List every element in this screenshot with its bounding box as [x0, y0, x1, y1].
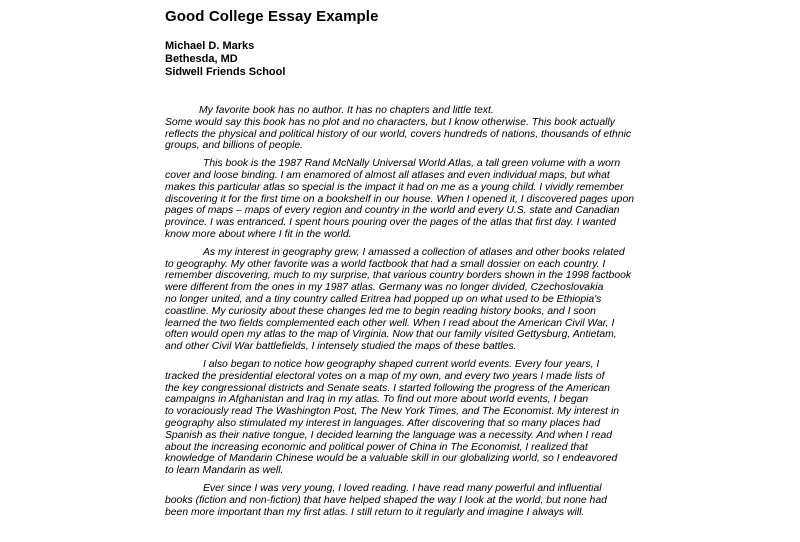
text-line: discovering it for the first time on a bookshelf in our house. When I opened it, I discovered pages upon: [165, 193, 635, 205]
text-line: been more important than my first atlas. I still return to it regularly and imagine I always will.: [165, 506, 585, 518]
text-line: reflects the physical and political history of our world, covers hundreds of nations, thousands of ethnic: [165, 128, 632, 140]
text-line: were different from the ones in my 1987 atlas. Germany was no longer divided, Czechoslovakia: [165, 282, 604, 294]
text-line: tracked the presidential electoral votes on a map of my own, and every two years I made lists of: [165, 370, 605, 382]
text-line: My favorite book has no author. It has no chapters and little text.: [199, 105, 494, 116]
text-line: about the increasing economic and political power of China in The Economist, I realized that: [165, 441, 588, 453]
text-line: I also began to notice how geography shaped current world events. Every four years, I: [203, 358, 600, 370]
text-line: campaigns in Afghanistan and Iraq in my atlas. To find out more about world events, I began: [165, 394, 589, 406]
text-line: and other Civil War battlefields, I intensely studied the maps of these battles.: [165, 341, 517, 353]
essay-paragraph: [165, 158, 635, 241]
essay-paragraph: [165, 483, 635, 518]
text-line: books (fiction and non-fiction) that have helped shaped the way I look at the world, but none had: [165, 494, 607, 506]
text-line: coastline. My curiosity about these changes led me to begin reading history books, and I soon: [165, 305, 596, 317]
text-line: makes this particular atlas so special is the impact it had on me as a young child. I vividly remember: [165, 181, 624, 193]
text-line: to voraciously read The Washington Post, The New York Times, and The Economist. My interest in: [165, 406, 620, 418]
text-line: province. I was entranced. I spent hours pouring over the pages of the atlas that first day. I wanted: [165, 217, 616, 229]
text-line: learned the two fields complemented each other well. When I read about the American Civil War, I: [165, 317, 615, 329]
text-line: often would open my atlas to the map of Virginia. Now that our family visited Gettysburg, Antietam,: [165, 329, 617, 341]
author-block: [165, 40, 285, 79]
text-line: to geography. My other favorite was a world factbook that had a small dossier on each country. I: [165, 258, 606, 270]
text-line: remember discovering, much to my surprise, that various country borders shown in the 1998 factbook: [165, 270, 632, 282]
essay-paragraph: [165, 247, 635, 353]
author-name: Michael D. Marks: [165, 40, 255, 52]
text-line: Spanish as their native tongue, I decided learning the language was a necessity. And when I read: [165, 429, 613, 441]
text-line: pages of maps – maps of every region and country in the world and every U.S. state and Canadian: [165, 205, 620, 217]
text-line: This book is the 1987 Rand McNally Universal World Atlas, a tall green volume with a worn: [203, 158, 621, 170]
text-line: no longer united, and a tiny country called Eritrea had popped up on what used to be Ethiopia's: [165, 293, 602, 305]
document-title: Good College Essay Example: [165, 8, 379, 25]
text-line: the key congressional districts and Senate seats. I started following the progress of the American: [165, 382, 610, 394]
author-school: Sidwell Friends School: [165, 66, 286, 78]
text-line: know more about where I fit in the world.: [165, 228, 352, 240]
text-line: As my interest in geography grew, I amassed a collection of atlases and other books related: [203, 246, 625, 258]
text-line: geography also stimulated my interest in languages. After discovering that so many places had: [165, 417, 601, 429]
text-line: groups, and billions of people.: [165, 140, 304, 152]
essay-body: [165, 105, 635, 524]
text-line: cover and loose binding. I am enamored of almost all atlases and even individual maps, but what: [165, 169, 610, 181]
text-line: Ever since I was very young, I loved reading. I have read many powerful and influential: [203, 482, 602, 494]
text-line: to learn Mandarin as well.: [165, 465, 284, 477]
text-line: Some would say this book has no plot and no characters, but I know otherwise. This book actually: [165, 116, 615, 128]
essay-paragraph: [165, 359, 635, 477]
essay-paragraph: [165, 105, 635, 152]
author-location: Bethesda, MD: [165, 53, 238, 65]
text-line: knowledge of Mandarin Chinese would be a valuable skill in our globalizing world, so I endeavored: [165, 453, 618, 465]
